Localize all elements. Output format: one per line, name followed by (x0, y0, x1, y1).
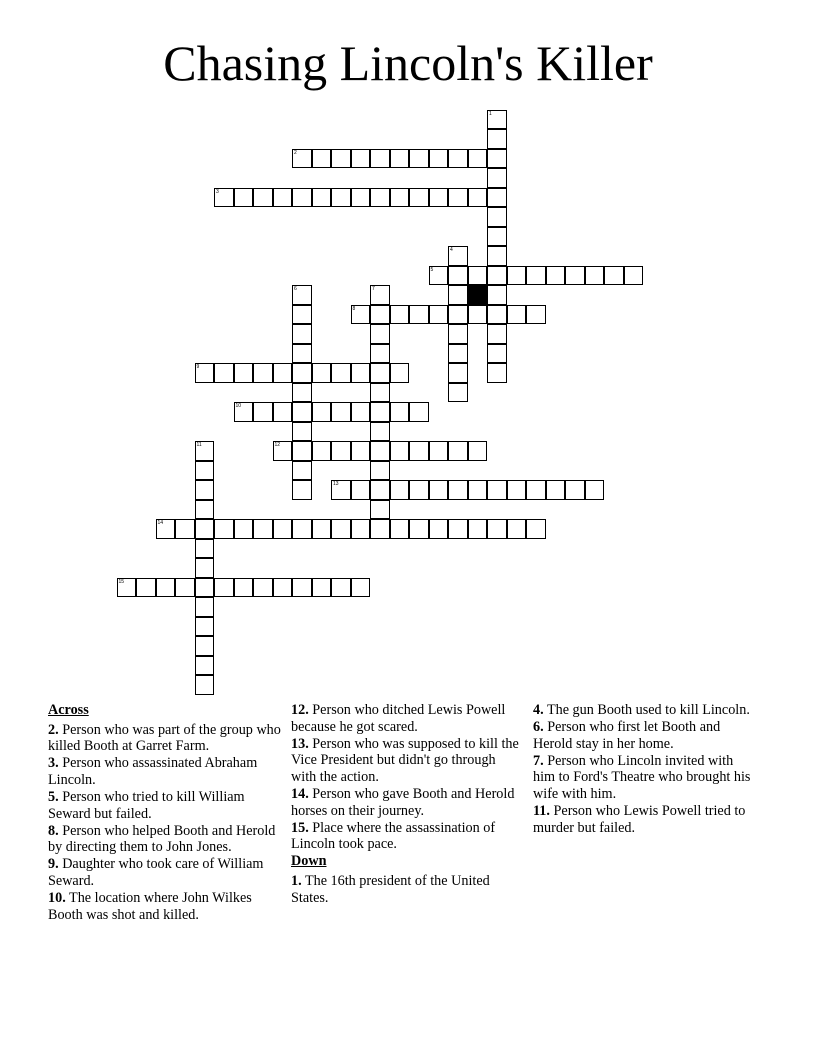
grid-cell[interactable] (214, 519, 234, 539)
clue-down-11: 11. Person who Lewis Powell tried to murder but failed. (533, 803, 746, 836)
grid-cell[interactable] (448, 383, 468, 403)
grid-cell[interactable] (273, 441, 293, 461)
grid-cell[interactable] (487, 110, 507, 130)
grid-cell[interactable] (390, 188, 410, 208)
grid-cell[interactable] (370, 519, 390, 539)
grid-cell[interactable] (487, 519, 507, 539)
grid-cell[interactable] (195, 519, 215, 539)
across-heading: Across (48, 702, 89, 718)
grid-cell[interactable] (331, 519, 351, 539)
grid-cell[interactable] (292, 461, 312, 481)
grid-cell[interactable] (292, 402, 312, 422)
grid-cell[interactable] (175, 578, 195, 598)
grid-cell[interactable] (195, 539, 215, 559)
grid-cell[interactable] (604, 266, 624, 286)
clue-down-4: 4. The gun Booth used to kill Lincoln. (533, 702, 750, 718)
clue-across-14: 14. Person who gave Booth and Herold horses on their journey. (291, 785, 515, 819)
grid-number: 2 (294, 149, 297, 156)
grid-cell[interactable] (234, 402, 254, 422)
grid-cell[interactable] (292, 519, 312, 539)
grid-cell[interactable] (351, 578, 371, 598)
grid-cell[interactable] (468, 480, 488, 500)
grid-number: 5 (430, 266, 434, 273)
grid-cell[interactable] (273, 578, 293, 598)
grid-cell[interactable] (565, 480, 585, 500)
clues-column-3 (533, 702, 753, 837)
grid-cell[interactable] (292, 363, 312, 383)
grid-cell[interactable] (507, 305, 527, 325)
grid-cell[interactable] (585, 480, 605, 500)
grid-cell[interactable] (390, 149, 410, 169)
grid-cell[interactable] (331, 402, 351, 422)
grid-cell[interactable] (546, 480, 566, 500)
grid-number: 11 (196, 442, 202, 448)
clue-across-13: 13. Person who was supposed to kill the Vice President but didn't go through with the action. (291, 735, 519, 785)
grid-cell[interactable] (331, 578, 351, 598)
grid-cell[interactable] (195, 441, 215, 461)
grid-cell[interactable] (351, 363, 371, 383)
clue-down-6: 6. Person who first let Booth and Herold stay in her home. (533, 719, 721, 752)
grid-cell[interactable] (429, 480, 449, 500)
grid-cell[interactable] (370, 149, 390, 169)
grid-cell[interactable] (273, 188, 293, 208)
grid-cell[interactable] (507, 519, 527, 539)
grid-cell[interactable] (409, 480, 429, 500)
grid-cell[interactable] (526, 266, 546, 286)
grid-cell[interactable] (565, 266, 585, 286)
grid-cell[interactable] (292, 324, 312, 344)
clue-across-10: 10. The location where John Wilkes Booth was shot and killed. (48, 890, 252, 923)
grid-cell[interactable] (429, 441, 449, 461)
grid-cell[interactable] (370, 324, 390, 344)
grid-cell[interactable] (409, 305, 429, 325)
grid-cell[interactable] (292, 422, 312, 442)
grid-cell[interactable] (312, 578, 332, 598)
clues-column-2 (291, 702, 523, 907)
grid-cell[interactable] (487, 227, 507, 247)
grid-cell[interactable] (526, 519, 546, 539)
grid-number: 6 (294, 286, 297, 292)
grid-cell[interactable] (390, 402, 410, 422)
grid-cell[interactable] (195, 363, 215, 383)
grid-cell[interactable] (195, 480, 215, 500)
grid-cell[interactable] (273, 363, 293, 383)
grid-cell[interactable] (234, 578, 254, 598)
grid-number: 10 (235, 403, 242, 409)
grid-number: 4 (450, 247, 453, 253)
grid-cell[interactable] (448, 149, 468, 169)
grid-cell[interactable] (117, 578, 137, 598)
grid-cell[interactable] (526, 480, 546, 500)
grid-cell[interactable] (331, 480, 351, 500)
grid-cell[interactable] (351, 402, 371, 422)
grid-cell[interactable] (370, 285, 390, 305)
grid-cell[interactable] (292, 578, 312, 598)
grid-cell[interactable] (468, 519, 488, 539)
grid-cell[interactable] (195, 500, 215, 520)
grid-cell[interactable] (487, 188, 507, 208)
grid-cell[interactable] (195, 578, 215, 598)
grid-cell[interactable] (448, 441, 468, 461)
grid-cell[interactable] (390, 519, 410, 539)
grid-cell[interactable] (390, 480, 410, 500)
grid-cell[interactable] (253, 402, 273, 422)
grid-cell[interactable] (468, 441, 488, 461)
clue-across-15: 15. Place where the assassination of Lincoln took pace. (291, 819, 496, 853)
grid-cell[interactable] (292, 441, 312, 461)
grid-cell[interactable] (273, 519, 293, 539)
grid-cell[interactable] (448, 266, 468, 286)
clue-across-2: 2. Person who was part of the group who killed Booth at Garret Farm. (48, 721, 281, 755)
clue-across-3: 3. Person who assassinated Abraham Lincoln. (48, 755, 258, 788)
grid-cell[interactable] (370, 441, 390, 461)
grid-cell[interactable] (195, 558, 215, 578)
grid-cell[interactable] (312, 519, 332, 539)
grid-cell[interactable] (448, 285, 468, 305)
grid-cell[interactable] (409, 441, 429, 461)
grid-cell[interactable] (468, 266, 488, 286)
grid-cell[interactable] (351, 149, 371, 169)
grid-cell[interactable] (370, 402, 390, 422)
grid-cell[interactable] (331, 188, 351, 208)
grid-number: 8 (352, 305, 356, 312)
grid-cell[interactable] (351, 441, 371, 461)
grid-cell[interactable] (487, 168, 507, 188)
clue-across-8: 8. Person who helped Booth and Herold by directing them to John Jones. (48, 822, 276, 856)
grid-cell[interactable] (351, 480, 371, 500)
grid-cell[interactable] (429, 149, 449, 169)
grid-cell[interactable] (487, 207, 507, 227)
grid-number: 14 (157, 520, 164, 526)
grid-cell[interactable] (253, 578, 273, 598)
clue-down-7: 7. Person who Lincoln invited with him to Ford's Theatre who brought his wife with him. (533, 752, 751, 802)
grid-number: 15 (118, 578, 125, 585)
grid-cell[interactable] (253, 363, 273, 383)
grid-cell[interactable] (429, 266, 449, 286)
grid-cell[interactable] (448, 344, 468, 364)
grid-cell[interactable] (487, 149, 507, 169)
grid-cell[interactable] (370, 344, 390, 364)
grid-cell[interactable] (526, 305, 546, 325)
grid-cell[interactable] (292, 383, 312, 403)
grid-cell[interactable] (195, 597, 215, 617)
grid-cell[interactable] (487, 344, 507, 364)
grid-cell[interactable] (468, 305, 488, 325)
grid-cell[interactable] (487, 324, 507, 344)
grid-cell[interactable] (370, 422, 390, 442)
grid-cell[interactable] (312, 149, 332, 169)
clue-across-12: 12. Person who ditched Lewis Powell because he got scared. (291, 702, 506, 735)
grid-cell[interactable] (487, 129, 507, 149)
grid-cell[interactable] (546, 266, 566, 286)
grid-cell-black (468, 285, 488, 305)
grid-cell[interactable] (214, 363, 234, 383)
grid-number: 9 (196, 364, 200, 370)
grid-cell[interactable] (370, 383, 390, 403)
grid-cell[interactable] (487, 285, 507, 305)
grid-cell[interactable] (292, 149, 312, 169)
grid-cell[interactable] (195, 461, 215, 481)
grid-cell[interactable] (370, 188, 390, 208)
grid-number: 3 (216, 188, 219, 195)
grid-cell[interactable] (409, 402, 429, 422)
grid-number: 13 (333, 481, 339, 487)
grid-cell[interactable] (234, 363, 254, 383)
clue-across-9: 9. Daughter who took care of William Seward. (48, 856, 264, 889)
grid-cell[interactable] (253, 519, 273, 539)
grid-cell[interactable] (409, 149, 429, 169)
grid-number: 7 (372, 286, 375, 292)
grid-cell[interactable] (448, 246, 468, 266)
puzzle-title: Chasing Lincoln's Killer (163, 35, 653, 91)
grid-cell[interactable] (370, 480, 390, 500)
grid-cell[interactable] (331, 149, 351, 169)
grid-cell[interactable] (507, 480, 527, 500)
grid-cell[interactable] (409, 519, 429, 539)
grid-cell[interactable] (292, 285, 312, 305)
grid-number: 1 (489, 110, 492, 117)
grid-cell[interactable] (487, 480, 507, 500)
grid-cell[interactable] (409, 188, 429, 208)
grid-cell[interactable] (292, 344, 312, 364)
grid-cell[interactable] (448, 188, 468, 208)
grid-cell[interactable] (253, 188, 273, 208)
grid-cell[interactable] (273, 402, 293, 422)
grid-cell[interactable] (624, 266, 644, 286)
grid-cell[interactable] (312, 188, 332, 208)
down-heading: Down (291, 853, 327, 870)
grid-cell[interactable] (331, 441, 351, 461)
grid-cell[interactable] (195, 656, 215, 676)
grid-cell[interactable] (312, 363, 332, 383)
grid-cell[interactable] (468, 149, 488, 169)
grid-cell[interactable] (507, 266, 527, 286)
grid-cell[interactable] (390, 363, 410, 383)
grid-cell[interactable] (448, 519, 468, 539)
grid-cell[interactable] (487, 363, 507, 383)
grid-cell[interactable] (585, 266, 605, 286)
grid-cell[interactable] (312, 441, 332, 461)
clues-column-1 (48, 702, 284, 924)
grid-cell[interactable] (136, 578, 156, 598)
grid-cell[interactable] (487, 246, 507, 266)
grid-cell[interactable] (351, 188, 371, 208)
grid-cell[interactable] (448, 324, 468, 344)
grid-cell[interactable] (468, 188, 488, 208)
grid-number: 12 (274, 442, 281, 448)
grid-cell[interactable] (448, 480, 468, 500)
grid-cell[interactable] (214, 188, 234, 208)
clue-down-1: 1. The 16th president of the United States. (291, 872, 490, 906)
grid-cell[interactable] (390, 305, 410, 325)
grid-cell[interactable] (429, 188, 449, 208)
grid-cell[interactable] (214, 578, 234, 598)
grid-cell[interactable] (390, 441, 410, 461)
grid-cell[interactable] (292, 480, 312, 500)
grid-cell[interactable] (292, 188, 312, 208)
grid-cell[interactable] (370, 461, 390, 481)
grid-cell[interactable] (195, 675, 215, 695)
grid-cell[interactable] (370, 363, 390, 383)
grid-cell[interactable] (331, 363, 351, 383)
grid-cell[interactable] (195, 617, 215, 637)
grid-cell[interactable] (429, 305, 449, 325)
grid-cell[interactable] (429, 519, 449, 539)
grid-cell[interactable] (195, 636, 215, 656)
grid-cell[interactable] (312, 402, 332, 422)
grid-cell[interactable] (234, 188, 254, 208)
grid-cell[interactable] (175, 519, 195, 539)
grid-cell[interactable] (487, 266, 507, 286)
clue-across-5: 5. Person who tried to kill William Seward but failed. (48, 788, 245, 822)
grid-cell[interactable] (234, 519, 254, 539)
grid-cell[interactable] (156, 578, 176, 598)
grid-cell[interactable] (370, 305, 390, 325)
grid-cell[interactable] (370, 500, 390, 520)
grid-cell[interactable] (292, 305, 312, 325)
grid-cell[interactable] (351, 519, 371, 539)
grid-cell[interactable] (351, 305, 371, 325)
grid-cell[interactable] (487, 305, 507, 325)
grid-cell[interactable] (156, 519, 176, 539)
grid-cell[interactable] (448, 305, 468, 325)
grid-cell[interactable] (448, 363, 468, 383)
